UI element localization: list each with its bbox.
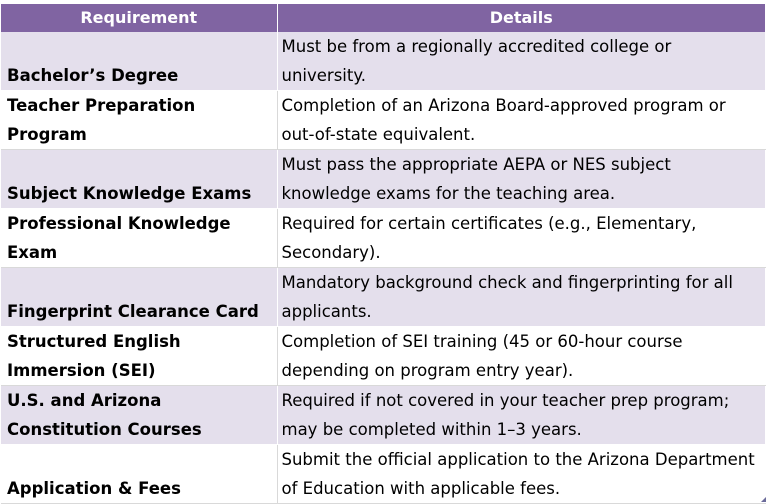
table-row [1,386,765,445]
details-cell[interactable]: Must be from a regionally accredited college or university. [277,32,765,91]
details-cell[interactable]: Required if not covered in your teacher prep program; may be completed within 1–3 years. [277,386,765,445]
requirement-cell[interactable]: Subject Knowledge Exams [1,150,277,209]
column-header-requirement[interactable]: Requirement [1,4,277,32]
requirement-cell[interactable]: U.S. and Arizona Constitution Courses [1,386,277,445]
details-cell[interactable]: Completion of an Arizona Board-approved program or out-of-state equivalent. [277,91,765,150]
table-row [1,150,765,209]
requirements-table [1,4,766,504]
table-resize-handle[interactable] [761,497,766,502]
header-row [1,4,765,32]
requirement-cell[interactable]: Fingerprint Clearance Card [1,268,277,327]
requirement-cell[interactable]: Teacher Preparation Program [1,91,277,150]
requirement-cell[interactable]: Structured English Immersion (SEI) [1,327,277,386]
requirement-cell[interactable]: Application & Fees [1,445,277,504]
table-row [1,327,765,386]
table-row [1,209,765,268]
column-header-details[interactable]: Details [277,4,765,32]
requirement-cell[interactable]: Bachelor’s Degree [1,32,277,91]
details-cell[interactable]: Completion of SEI training (45 or 60-hour course depending on program entry year). [277,327,765,386]
details-cell[interactable]: Submit the official application to the Arizona Department of Education with applicable fees. [277,445,765,504]
details-cell[interactable]: Must pass the appropriate AEPA or NES subject knowledge exams for the teaching area. [277,150,765,209]
table-row [1,32,765,91]
details-cell[interactable]: Mandatory background check and fingerprinting for all applicants. [277,268,765,327]
table-row [1,91,765,150]
details-cell[interactable]: Required for certain certificates (e.g., Elementary, Secondary). [277,209,765,268]
table-row [1,445,765,504]
table-row [1,268,765,327]
requirement-cell[interactable]: Professional Knowledge Exam [1,209,277,268]
